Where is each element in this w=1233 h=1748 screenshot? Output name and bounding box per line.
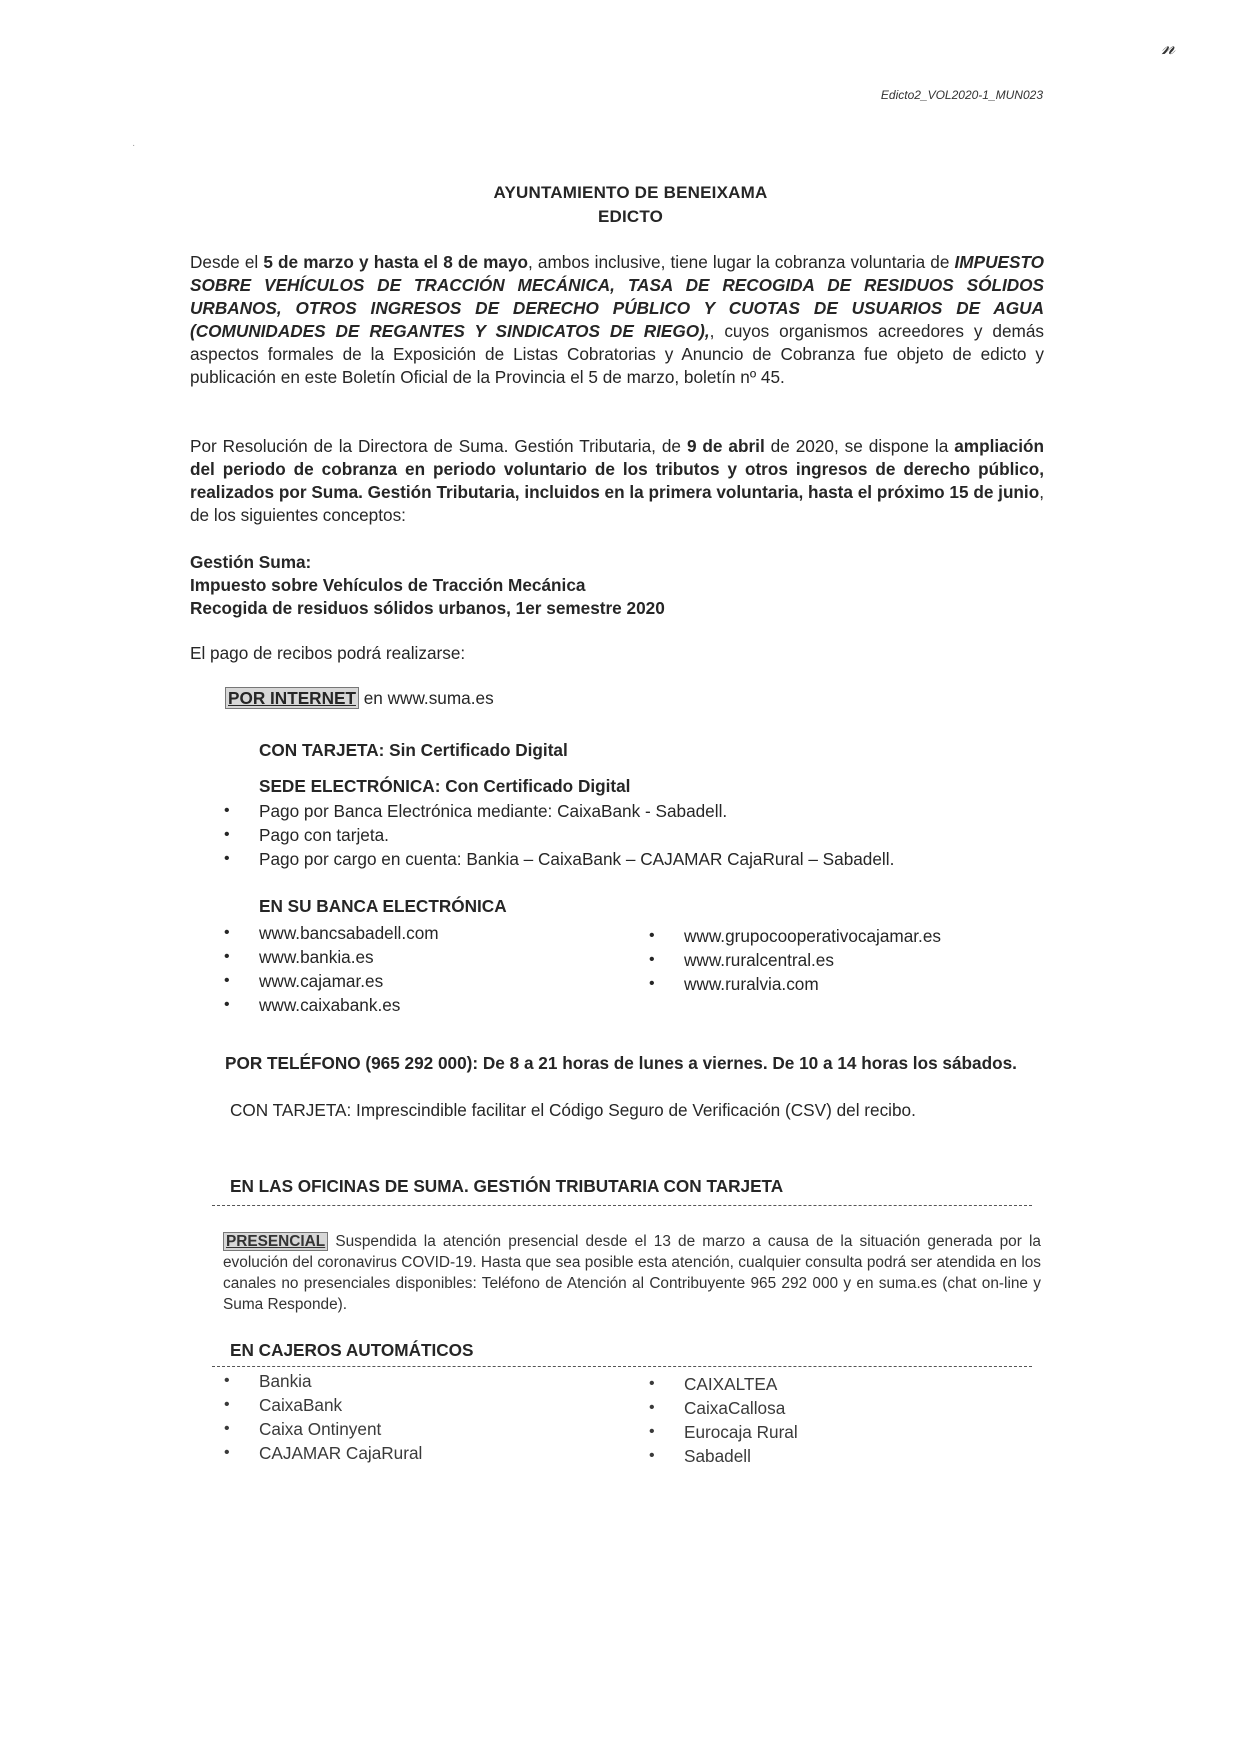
card-payment-heading: CON TARJETA: Sin Certificado Digital [259,740,568,760]
cajeros-list-left [224,1369,422,1465]
paragraph-ampliacion: Por Resolución de la Directora de Suma. Gestión Tributaria, de 9 de abril de 2020, se dispone la ampliación del periodo de cobranza en periodo voluntario de los tributos y otros ingresos de derecho público, realizados por Suma. Gestión Tributaria, incluidos en la primera voluntaria, hasta el próximo 15 de junio, de los siguientes conceptos: [190,436,1045,525]
banca-list-right [649,924,941,996]
list-item: • Eurocaja Rural [649,1420,798,1444]
presencial-notice [223,1231,1041,1315]
resolution-date: 9 de abril [686,436,765,456]
presencial-label: PRESENCIAL [223,1232,328,1251]
concept-item: Recogida de residuos sólidos urbanos, 1er semestre 2020 [190,598,665,618]
oficinas-heading: EN LAS OFICINAS DE SUMA. GESTIÓN TRIBUTARIA CON TARJETA [230,1176,784,1196]
scan-speck: · [132,140,136,151]
internet-label: POR INTERNET [225,687,359,709]
list-item: • Pago por Banca Electrónica mediante: CaixaBank - Sabadell. [224,799,894,823]
handwritten-mark-icon: 𝓃 [1161,34,1175,59]
list-item: • Sabadell [649,1444,798,1468]
gestion-heading: Gestión Suma: [190,552,312,572]
payment-intro: El pago de recibos podrá realizarse: [190,643,466,663]
paragraph-cobranza: Desde el 5 de marzo y hasta el 8 de mayo, ambos inclusive, tiene lugar la cobranza voluntaria de IMPUESTO SOBRE VEHÍCULOS DE TRACCIÓN MECÁNICA, TASA DE RECOGIDA DE RESIDUOS SÓLIDOS URBANOS, OTROS INGRESOS DE DERECHO PÚBLICO Y CUOTAS DE USUARIOS DE AGUA (COMUNIDADES DE REGANTES Y SINDICATOS DE RIEGO),, cuyos organismos acreedores y demás aspectos formales de la Exposición de Listas Cobratorias y Anuncio de Cobranza fue objeto de edicto y publicación en este Boletín Oficial de la Provincia el 5 de marzo, boletín nº 45. [190,252,1044,387]
phone-note: CON TARJETA: Imprescindible facilitar el Código Seguro de Verificación (CSV) del recibo. [230,1100,916,1120]
list-item: • www.cajamar.es [224,969,439,993]
list-item: • Bankia [224,1369,422,1393]
date-range: 5 de marzo y hasta el 8 de mayo [263,252,529,272]
list-item: • Caixa Ontinyent [224,1417,422,1441]
internet-text: en www.suma.es [358,688,494,708]
presencial-text: Suspendida la atención presencial desde el 13 de marzo a causa de la situación generada por la evolución del coronavirus COVID-19. Hasta que sea posible esta atención, cualquier consulta podrá ser atendida en los canales no presenciales disponibles: Teléfono de Atención al Contribuyente 965 292 000 y en suma.es (chat on-line y Suma Responde). [223,1233,1041,1313]
divider [212,1205,1032,1206]
document-subtitle: EDICTO [597,207,664,226]
sede-heading: SEDE ELECTRÓNICA: Con Certificado Digital [259,776,631,796]
cajeros-heading: EN CAJEROS AUTOMÁTICOS [230,1340,474,1360]
cajeros-list-right [649,1372,798,1468]
list-item: • www.grupocooperativocajamar.es [649,924,941,948]
list-item: • CaixaBank [224,1393,422,1417]
sede-list [224,799,894,871]
list-item: • CaixaCallosa [649,1396,798,1420]
list-item: • CAIXALTEA [649,1372,798,1396]
banca-list-left [224,921,439,1017]
list-item: • CAJAMAR CajaRural [224,1441,422,1465]
concept-item: Impuesto sobre Vehículos de Tracción Mecánica [190,575,586,595]
gestion-suma-block [190,551,665,620]
internet-payment [225,688,494,709]
list-item: • www.ruralcentral.es [649,948,941,972]
list-item: • www.bankia.es [224,945,439,969]
list-item: • Pago con tarjeta. [224,823,894,847]
phone-payment: POR TELÉFONO (965 292 000): De 8 a 21 horas de lunes a viernes. De 10 a 14 horas los sábados. [225,1053,1017,1073]
tax-concepts: IMPUESTO SOBRE VEHÍCULOS DE TRACCIÓN MECÁNICA, TASA DE RECOGIDA DE RESIDUOS SÓLIDOS URBANOS, OTROS INGRESOS DE DERECHO PÚBLICO Y CUOTAS DE USUARIOS DE AGUA (COMUNIDADES DE REGANTES Y SINDICATOS DE RIEGO), [190,252,1044,341]
document-reference: Edicto2_VOL2020-1_MUN023 [880,88,1043,102]
list-item: • Pago por cargo en cuenta: Bankia – CaixaBank – CAJAMAR CajaRural – Sabadell. [224,847,894,871]
banca-heading: EN SU BANCA ELECTRÓNICA [259,896,507,916]
list-item: • www.caixabank.es [224,993,439,1017]
divider [212,1366,1032,1367]
list-item: • www.ruralvia.com [649,972,941,996]
document-title: AYUNTAMIENTO DE BENEIXAMA [493,183,768,202]
extension-notice: ampliación del periodo de cobranza en periodo voluntario de los tributos y otros ingresos de derecho público, realizados por Suma. Gestión Tributaria, incluidos en la primera voluntaria, hasta el próximo 15 de junio [190,436,1045,502]
list-item: • www.bancsabadell.com [224,921,439,945]
